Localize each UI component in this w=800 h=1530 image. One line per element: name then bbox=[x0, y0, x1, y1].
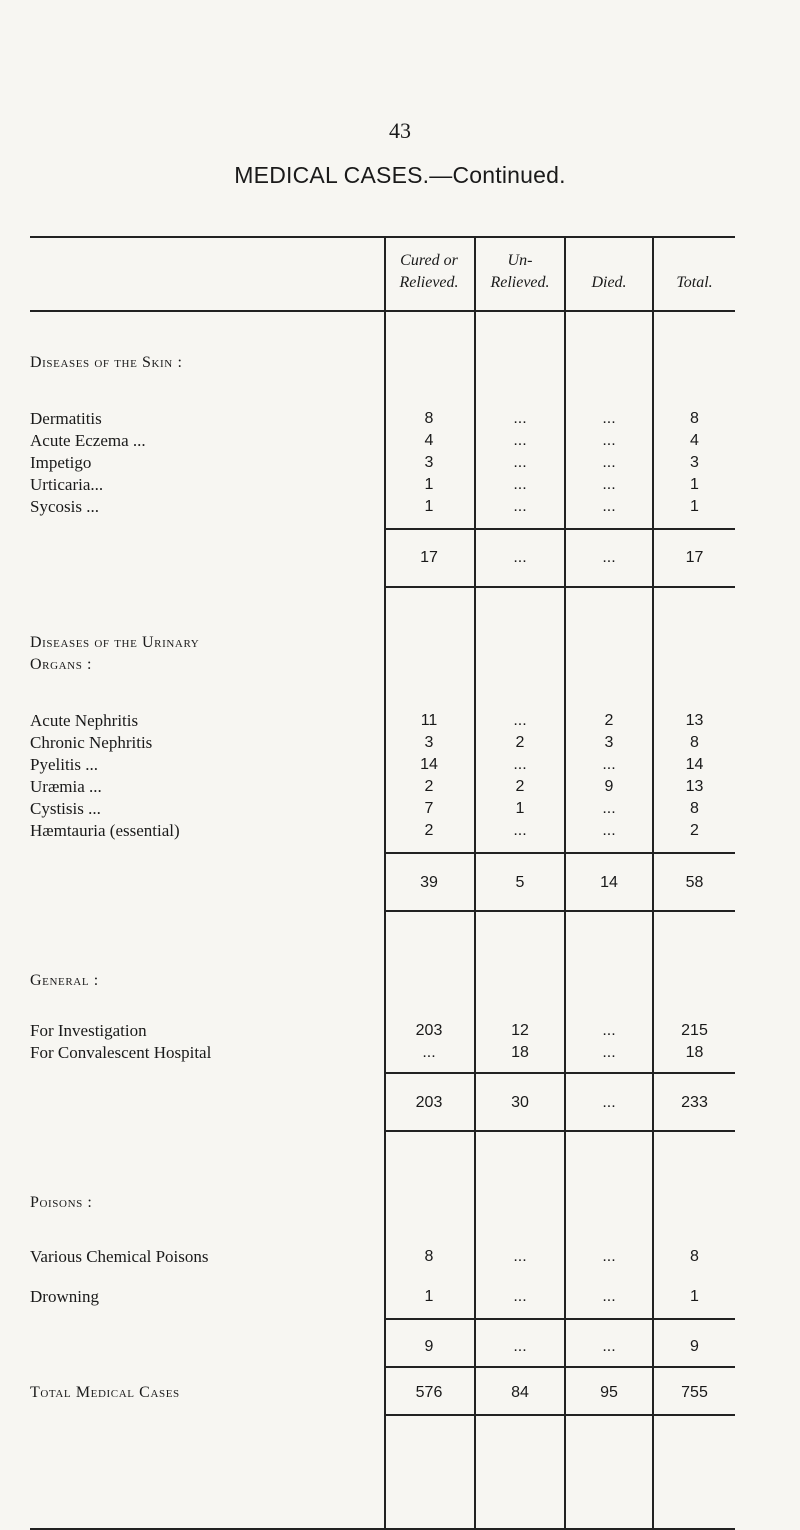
cell-cured: 8 bbox=[424, 410, 434, 427]
row-label-text: For Investigation bbox=[30, 1021, 147, 1040]
subtotal-rule-urinary bbox=[384, 852, 735, 854]
row-label-text: Impetigo bbox=[30, 453, 92, 472]
subtotal-total-skin: 17 bbox=[685, 549, 704, 566]
total-cured: 576 bbox=[415, 1384, 443, 1401]
row-label-sycosis bbox=[30, 496, 385, 518]
column-header-died-line-1: Died. bbox=[591, 274, 627, 291]
cell-total: 18 bbox=[685, 1044, 704, 1061]
subtotal-cured-urinary: 39 bbox=[420, 874, 438, 891]
row-label-chronic-nephritis bbox=[30, 732, 385, 754]
row-label-text: Acute Eczema ... bbox=[30, 431, 146, 450]
subtotal-unrelieved-poisons: ... bbox=[513, 1338, 527, 1355]
row-label-text: For Convalescent Hospital bbox=[30, 1043, 212, 1062]
section-break-urinary bbox=[384, 910, 735, 912]
cell-died: ... bbox=[602, 1044, 616, 1061]
cell-cured: 1 bbox=[424, 476, 434, 493]
column-header-died bbox=[566, 272, 652, 294]
cell-total: 8 bbox=[690, 734, 699, 751]
cell-cured: 1 bbox=[424, 1288, 434, 1305]
column-header-unrelieved bbox=[476, 250, 564, 294]
subtotal-unrelieved-urinary: 5 bbox=[515, 874, 525, 891]
column-header-total bbox=[654, 272, 735, 294]
section-heading-urinary-line-2: Organs : bbox=[30, 656, 93, 673]
row-label-text: Drowning bbox=[30, 1287, 99, 1306]
cell-unrelieved: ... bbox=[513, 454, 527, 471]
cell-unrelieved: 2 bbox=[515, 734, 525, 751]
cell-died: ... bbox=[602, 476, 616, 493]
row-label-urticaria bbox=[30, 474, 385, 496]
cell-died: ... bbox=[602, 822, 616, 839]
row-label-drowning bbox=[30, 1286, 385, 1308]
row-label-for-convalescent-hospital bbox=[30, 1042, 385, 1064]
row-label-cystisis bbox=[30, 798, 385, 820]
section-heading-urinary bbox=[30, 632, 199, 676]
subtotal-rule-poisons bbox=[384, 1318, 735, 1320]
row-label-text: Acute Nephritis bbox=[30, 711, 139, 730]
section-heading-urinary-line-1: Diseases of the Urinary bbox=[30, 634, 200, 651]
cell-total: 8 bbox=[690, 800, 699, 817]
cell-died: ... bbox=[602, 410, 616, 427]
section-heading-general: General : bbox=[30, 972, 99, 989]
cell-total: 1 bbox=[690, 1288, 699, 1305]
cell-cured: 14 bbox=[420, 756, 438, 773]
cell-unrelieved: ... bbox=[513, 1248, 527, 1265]
section-heading-skin: Diseases of the Skin : bbox=[30, 354, 183, 371]
subtotal-died-urinary: 14 bbox=[600, 874, 618, 891]
cell-cured: 1 bbox=[424, 498, 434, 515]
cell-cured: 2 bbox=[424, 778, 434, 795]
cell-unrelieved: ... bbox=[513, 498, 527, 515]
cell-unrelieved: ... bbox=[513, 476, 527, 493]
total-unrelieved: 84 bbox=[511, 1384, 529, 1401]
cell-cured: 2 bbox=[424, 822, 434, 839]
cell-unrelieved: ... bbox=[513, 1288, 527, 1305]
cell-died: ... bbox=[602, 454, 616, 471]
cell-died: 9 bbox=[604, 778, 614, 795]
total-total: 755 bbox=[681, 1384, 708, 1401]
row-label-text: Chronic Nephritis bbox=[30, 733, 153, 752]
section-break-general bbox=[384, 1130, 735, 1132]
column-header-cured-line-2: Relieved. bbox=[399, 274, 459, 291]
cell-total: 8 bbox=[690, 410, 699, 427]
row-label-text: Cystisis ... bbox=[30, 799, 101, 818]
cell-total: 8 bbox=[690, 1248, 699, 1265]
column-header-cured-line-1: Cured or bbox=[400, 252, 458, 269]
cell-died: ... bbox=[602, 1248, 616, 1265]
subtotal-died-poisons: ... bbox=[602, 1338, 616, 1355]
cell-total: 13 bbox=[685, 778, 704, 795]
cell-total: 13 bbox=[685, 712, 704, 729]
table-bottom-rule bbox=[30, 1528, 735, 1530]
cell-died: 2 bbox=[604, 712, 614, 729]
page-title: MEDICAL CASES.—Continued. bbox=[234, 162, 566, 188]
cell-unrelieved: 1 bbox=[515, 800, 525, 817]
cell-unrelieved: ... bbox=[513, 756, 527, 773]
subtotal-died-skin: ... bbox=[602, 549, 616, 566]
cell-total: 14 bbox=[685, 756, 704, 773]
page-number: 43 bbox=[389, 118, 411, 143]
total-bottom-rule bbox=[384, 1414, 735, 1416]
cell-cured: 7 bbox=[424, 800, 434, 817]
cell-total: 2 bbox=[690, 822, 699, 839]
cell-died: ... bbox=[602, 432, 616, 449]
subtotal-cured-general: 203 bbox=[415, 1094, 443, 1111]
row-label-text: Uræmia ... bbox=[30, 777, 102, 796]
header-bottom-rule bbox=[30, 310, 735, 312]
subtotal-cured-poisons: 9 bbox=[424, 1338, 434, 1355]
cell-unrelieved: 2 bbox=[515, 778, 525, 795]
subtotal-total-general: 233 bbox=[681, 1094, 708, 1111]
subtotal-rule-skin bbox=[384, 528, 735, 530]
cell-unrelieved: 12 bbox=[511, 1022, 529, 1039]
cell-cured: 11 bbox=[420, 712, 438, 729]
cell-died: ... bbox=[602, 498, 616, 515]
row-label-haematuria bbox=[30, 820, 385, 842]
cell-cured: 3 bbox=[424, 734, 434, 751]
cell-total: 4 bbox=[690, 432, 699, 449]
table-top-rule bbox=[30, 236, 735, 238]
row-label-text: Hæmtauria (essential) bbox=[30, 821, 180, 840]
medical-cases-table bbox=[30, 232, 735, 1530]
row-label-text: Various Chemical Poisons bbox=[30, 1247, 209, 1266]
column-header-unrelieved-line-2: Relieved. bbox=[490, 274, 550, 291]
cell-cured: 3 bbox=[424, 454, 434, 471]
cell-unrelieved: ... bbox=[513, 712, 527, 729]
subtotal-died-general: ... bbox=[602, 1094, 616, 1111]
subtotal-total-urinary: 58 bbox=[685, 874, 704, 891]
row-label-uraemia bbox=[30, 776, 385, 798]
row-label-dermatitis bbox=[30, 408, 385, 430]
column-header-cured bbox=[385, 250, 473, 294]
cell-cured: ... bbox=[422, 1044, 436, 1061]
cell-died: ... bbox=[602, 1288, 616, 1305]
cell-died: ... bbox=[602, 1022, 616, 1039]
cell-total: 1 bbox=[690, 498, 699, 515]
cell-died: ... bbox=[602, 756, 616, 773]
row-label-text: Dermatitis bbox=[30, 409, 102, 428]
row-label-acute-eczema bbox=[30, 430, 385, 452]
cell-died: ... bbox=[602, 800, 616, 817]
section-break-skin bbox=[384, 586, 735, 588]
cell-unrelieved: ... bbox=[513, 410, 527, 427]
row-label-text: Sycosis ... bbox=[30, 497, 99, 516]
section-break-poisons bbox=[384, 1366, 735, 1368]
subtotal-rule-general bbox=[384, 1072, 735, 1074]
cell-cured: 203 bbox=[415, 1022, 443, 1039]
row-label-impetigo bbox=[30, 452, 385, 474]
column-header-total-line-1: Total. bbox=[676, 274, 713, 291]
cell-unrelieved: ... bbox=[513, 432, 527, 449]
row-label-acute-nephritis bbox=[30, 710, 385, 732]
cell-total: 3 bbox=[690, 454, 699, 471]
subtotal-cured-skin: 17 bbox=[420, 549, 438, 566]
cell-cured: 4 bbox=[424, 432, 434, 449]
total-died: 95 bbox=[600, 1384, 618, 1401]
row-label-text: Pyelitis ... bbox=[30, 755, 99, 774]
cell-total: 215 bbox=[681, 1022, 708, 1039]
row-label-various-chemical-poisons bbox=[30, 1246, 385, 1268]
column-header-unrelieved-line-1: Un- bbox=[507, 252, 533, 269]
cell-cured: 8 bbox=[424, 1248, 434, 1265]
subtotal-total-poisons: 9 bbox=[690, 1338, 699, 1355]
row-label-text: Urticaria... bbox=[30, 475, 104, 494]
row-label-for-investigation bbox=[30, 1020, 385, 1042]
cell-unrelieved: 18 bbox=[511, 1044, 529, 1061]
subtotal-unrelieved-skin: ... bbox=[513, 549, 527, 566]
cell-total: 1 bbox=[690, 476, 699, 493]
cell-died: 3 bbox=[604, 734, 614, 751]
cell-unrelieved: ... bbox=[513, 822, 527, 839]
subtotal-unrelieved-general: 30 bbox=[511, 1094, 529, 1111]
row-label-pyelitis bbox=[30, 754, 385, 776]
total-medical-cases-label: Total Medical Cases bbox=[30, 1384, 180, 1401]
section-heading-poisons: Poisons : bbox=[30, 1194, 93, 1211]
